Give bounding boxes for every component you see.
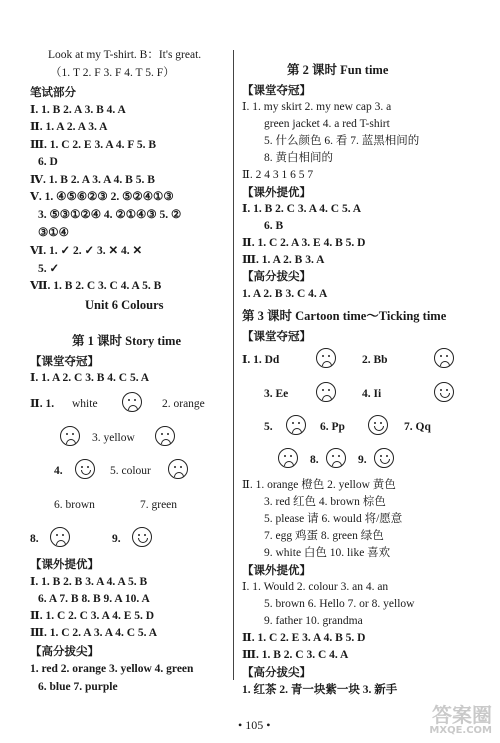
text-line: 3. Ee — [264, 388, 289, 400]
text-line: Ⅱ. 1. C 2. E 3. A 4. B 5. D — [242, 632, 366, 644]
text-line: Ⅴ. 1. ④⑤⑥②③ 2. ⑤②④①③ — [30, 191, 174, 203]
text-line: Ⅰ. 1. A 2. C 3. B 4. C 5. A — [30, 372, 150, 384]
section-heading: 【课堂夺冠】 — [30, 356, 99, 368]
text-line: Ⅲ. 1. A 2. B 3. A — [242, 254, 325, 266]
text-line: Ⅶ. 1. B 2. C 3. C 4. A 5. B — [30, 280, 162, 292]
text-line: 4. — [54, 465, 63, 477]
text-line: 6. blue 7. purple — [38, 681, 118, 693]
text-line: 5. please 请 6. would 将/愿意 — [264, 513, 403, 525]
text-line: 7. egg 鸡蛋 8. green 绿色 — [264, 530, 384, 542]
section-heading: 【课外提优】 — [242, 187, 311, 199]
lesson-title: 第 2 课时 Fun time — [287, 63, 389, 77]
sad-face-icon — [278, 448, 298, 468]
text-line: Ⅰ. 1. B 2. C 3. A 4. C 5. A — [242, 203, 362, 215]
text-line: Ⅰ. 1. my skirt 2. my new cap 3. a — [242, 101, 392, 113]
text-line: 4. Ii — [362, 388, 382, 400]
text-line: Ⅰ. 1. B 2. B 3. A 4. A 5. B — [30, 576, 148, 588]
text-line: 5. ✓ — [38, 263, 60, 275]
sad-face-icon — [60, 426, 80, 446]
text-line: 9. father 10. grandma — [264, 615, 363, 627]
text-line: 1. A 2. B 3. C 4. A — [242, 288, 328, 300]
text-line: Ⅵ. 1. ✓ 2. ✓ 3. ✕ 4. ✕ — [30, 245, 143, 257]
watermark-subtext: MXQE.COM — [429, 725, 492, 736]
text-line: 1. red 2. orange 3. yellow 4. green — [30, 663, 194, 675]
text-line: Ⅱ. 1. C 2. C 3. A 4. E 5. D — [30, 610, 155, 622]
word-white: white — [72, 398, 98, 410]
sad-face-icon — [434, 348, 454, 368]
text-line: 8. — [30, 533, 39, 545]
text-line: Ⅰ. 1. Dd — [242, 354, 280, 366]
section-heading: 【高分拔尖】 — [242, 667, 311, 679]
section-heading: 【课外提优】 — [30, 559, 99, 571]
sad-face-icon — [168, 459, 188, 479]
text-line: 6. A 7. B 8. B 9. A 10. A — [38, 593, 150, 605]
text-line: 5. 什么颜色 6. 看 7. 蓝黑相间的 — [264, 135, 420, 147]
sad-face-icon — [316, 348, 336, 368]
smile-face-icon — [374, 448, 394, 468]
sad-face-icon — [286, 415, 306, 435]
smile-face-icon — [132, 527, 152, 547]
section-heading: 【课堂夺冠】 — [242, 331, 311, 343]
text-line: Ⅰ. 1. Would 2. colour 3. an 4. an — [242, 581, 389, 593]
text-line: （1. T 2. F 3. F 4. T 5. F） — [50, 67, 175, 79]
text-line: 5. brown 6. Hello 7. or 8. yellow — [264, 598, 415, 610]
section-heading: 【高分拔尖】 — [242, 271, 311, 283]
text-line: 9. white 白色 10. like 喜欢 — [264, 547, 391, 559]
word-green: 7. green — [140, 499, 178, 511]
text-line: 6. Pp — [320, 421, 345, 433]
text-line: Ⅱ. 1. A 2. A 3. A — [30, 121, 108, 133]
text-line: Ⅲ. 1. C 2. E 3. A 4. F 5. B — [30, 139, 157, 151]
text-line: 8. 黄白相间的 — [264, 152, 333, 164]
sad-face-icon — [316, 382, 336, 402]
text-line: ③①④ — [38, 227, 69, 239]
text-line: Ⅱ. 1. — [30, 398, 55, 410]
lesson-title: 第 3 课时 Cartoon time～Ticking time — [242, 309, 447, 323]
text-line: green jacket 4. a red T-shirt — [264, 118, 390, 130]
text-line: 1. 红茶 2. 青一块紫一块 3. 新手 — [242, 684, 398, 696]
text-line: Look at my T-shirt. B：It's great. — [48, 49, 202, 61]
text-line: 6. B — [264, 220, 284, 232]
sad-face-icon — [326, 448, 346, 468]
sad-face-icon — [50, 527, 70, 547]
text-line: 5. — [264, 421, 273, 433]
section-heading: 笔试部分 — [30, 87, 76, 99]
text-line: 8. — [310, 454, 319, 466]
text-line: 9. — [358, 454, 367, 466]
text-line: 2. Bb — [362, 354, 388, 366]
text-line: 7. Qq — [404, 421, 431, 433]
lesson-title: 第 1 课时 Story time — [72, 334, 182, 348]
sad-face-icon — [122, 392, 142, 412]
unit-title: Unit 6 Colours — [85, 298, 164, 312]
text-line: Ⅲ. 1. B 2. C 3. C 4. A — [242, 649, 349, 661]
text-line: 3. red 红色 4. brown 棕色 — [264, 496, 386, 508]
section-heading: 【课外提优】 — [242, 565, 311, 577]
text-line: Ⅱ. 1. C 2. A 3. E 4. B 5. D — [242, 237, 366, 249]
smile-face-icon — [434, 382, 454, 402]
watermark-logo — [429, 705, 492, 737]
text-line: Ⅱ. 2 4 3 1 6 5 7 — [242, 169, 314, 181]
watermark-text: 答案圈 — [432, 703, 492, 727]
text-line: 3. ⑤③①②④ 4. ②①④③ 5. ② — [38, 209, 182, 221]
text-line: Ⅳ. 1. B 2. A 3. A 4. B 5. B — [30, 174, 155, 186]
word-yellow: 3. yellow — [92, 432, 135, 444]
text-line: Ⅲ. 1. C 2. A 3. A 4. C 5. A — [30, 627, 158, 639]
text-line: 9. — [112, 533, 121, 545]
word-colour: 5. colour — [110, 465, 151, 477]
sad-face-icon — [155, 426, 175, 446]
smile-face-icon — [368, 415, 388, 435]
text-line: Ⅱ. 1. orange 橙色 2. yellow 黄色 — [242, 479, 396, 491]
word-orange: 2. orange — [162, 398, 205, 410]
smile-face-icon — [75, 459, 95, 479]
word-brown: 6. brown — [54, 499, 95, 511]
text-line: 6. D — [38, 156, 58, 168]
column-divider — [233, 50, 234, 680]
section-heading: 【课堂夺冠】 — [242, 85, 311, 97]
section-heading: 【高分拔尖】 — [30, 646, 99, 658]
text-line: Ⅰ. 1. B 2. A 3. B 4. A — [30, 104, 126, 116]
page-number: • 105 • — [238, 718, 271, 732]
